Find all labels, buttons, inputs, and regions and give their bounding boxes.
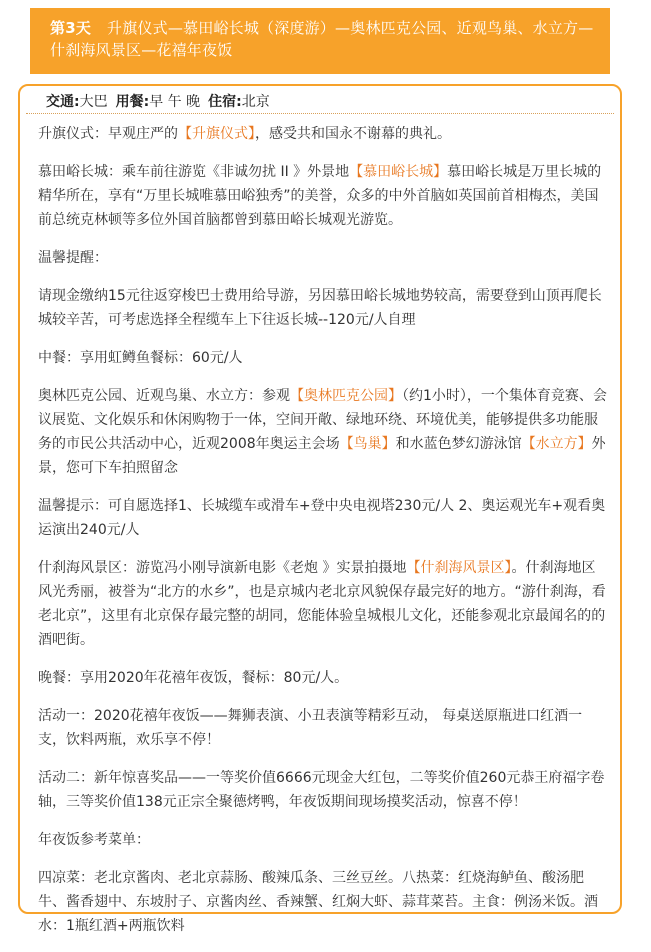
- paragraph-menu-heading: 年夜饭参考菜单：: [38, 832, 150, 848]
- info-bar: [26, 92, 614, 114]
- paragraph-great-wall: [38, 160, 608, 232]
- paragraph-activity-one: 活动一：2020花禧年夜饭——舞狮表演、小丑表演等精彩互动， 每桌送原瓶进口红酒一支，饮料两瓶，欢乐享不停！: [38, 708, 583, 748]
- day-number: 第3天: [50, 19, 92, 37]
- transport-label: 交通:: [46, 94, 80, 110]
- text: 升旗仪式：早观庄严的: [38, 126, 178, 142]
- itinerary-paragraphs: [38, 122, 608, 952]
- highlight-olympic-park: 【奥林匹克公园】: [290, 388, 402, 404]
- paragraph-flag-ceremony: [38, 122, 608, 146]
- stay-value: 北京: [241, 94, 270, 110]
- text: （约1小时），一个集体育竞赛、会议展览、文化娱乐和休闲购物于一体，空间开敞、绿地环绕、环境优美，能够提供多功能服务的市民公共活动中心，近观2008年奥运主会场: [38, 388, 607, 452]
- transport-value: 大巴: [79, 94, 108, 110]
- stay-label: 住宿:: [208, 94, 242, 110]
- text: 。什刹海地区风光秀丽，被誉为“北方的水乡”，也是京城内老北京风貌保存最完好的地方。“游什刹海，看老北京”，这里有北京保存最完整的胡同，您能体验皇城根儿文化，还能参观北京最闻名的的酒吧街。: [38, 560, 606, 648]
- paragraph-menu: 四凉菜：老北京酱肉、老北京蒜肠、酸辣瓜条、三丝豆丝。八热菜：红烧海鲈鱼、酸汤肥牛、酱香翅中、东坡肘子、京酱肉丝、香辣蟹、红焖大虾、蒜茸菜苔。主食：例汤米饭。酒水：1瓶红酒+两瓶饮料: [38, 870, 598, 934]
- highlight-water-cube: 【水立方】: [521, 436, 592, 452]
- paragraph-lunch: 中餐：享用虹鳟鱼餐标：60元/人: [38, 350, 243, 366]
- highlight-birds-nest: 【鸟巢】: [339, 436, 396, 452]
- meals-value: 早 午 晚: [149, 94, 201, 110]
- paragraph-optional-tips: 温馨提示：可自愿选择1、长城缆车或滑车+登中央电视塔230元/人 2、奥运观光车+观看奥运演出240元/人: [38, 498, 606, 538]
- text: 和水蓝色梦幻游泳馆: [395, 436, 522, 452]
- paragraph-tips-heading: 温馨提醒：: [38, 250, 108, 266]
- text: 慕田峪长城是万里长城的精华所在，享有“万里长城唯慕田峪独秀”的美誉，众多的中外首脑如英国前首相梅杰，美国前总统克林顿等多位外国首脑都曾到慕田峪长城观光游览。: [38, 164, 602, 228]
- highlight-flag-ceremony: 【升旗仪式】: [178, 126, 255, 142]
- highlight-mutianyu: 【慕田峪长城】: [349, 164, 448, 180]
- day-title: 升旗仪式—慕田峪长城（深度游）—奥林匹克公园、近观鸟巢、水立方— 什刹海风景区—花禧年夜饭: [50, 19, 594, 59]
- paragraph-olympic: [38, 384, 608, 480]
- meals-label: 用餐:: [115, 94, 150, 110]
- highlight-shichahai: 【什刹海风景区】: [406, 560, 512, 576]
- text: ，感受共和国永不谢幕的典礼。: [255, 126, 451, 142]
- paragraph-activity-two: 活动二：新年惊喜奖品——一等奖价值6666元现金大红包，二等奖价值260元恭王府福字卷轴，三等奖价值138元正宗全聚德烤鸭，年夜饭期间现场摸奖活动，惊喜不停！: [38, 770, 605, 810]
- text: 外景，您可下车拍照留念: [38, 436, 606, 476]
- paragraph-dinner: 晚餐：享用2020年花禧年夜饭，餐标：80元/人。: [38, 670, 349, 686]
- paragraph-tips: 请现金缴纳15元往返穿梭巴士费用给导游，另因慕田峪长城地势较高，需要登到山顶再爬长城较辛苦，可考虑选择全程缆车上下往返长城--120元/人自理: [38, 288, 602, 328]
- text: 什刹海风景区：游览冯小刚导演新电影《老炮 》实景拍摄地: [38, 560, 407, 576]
- day-header: [30, 8, 610, 74]
- text: 慕田峪长城：乘车前往游览《非诚勿扰 II 》外景地: [38, 164, 350, 180]
- text: 奥林匹克公园、近观鸟巢、水立方：参观: [38, 388, 290, 404]
- paragraph-shichahai: [38, 556, 608, 652]
